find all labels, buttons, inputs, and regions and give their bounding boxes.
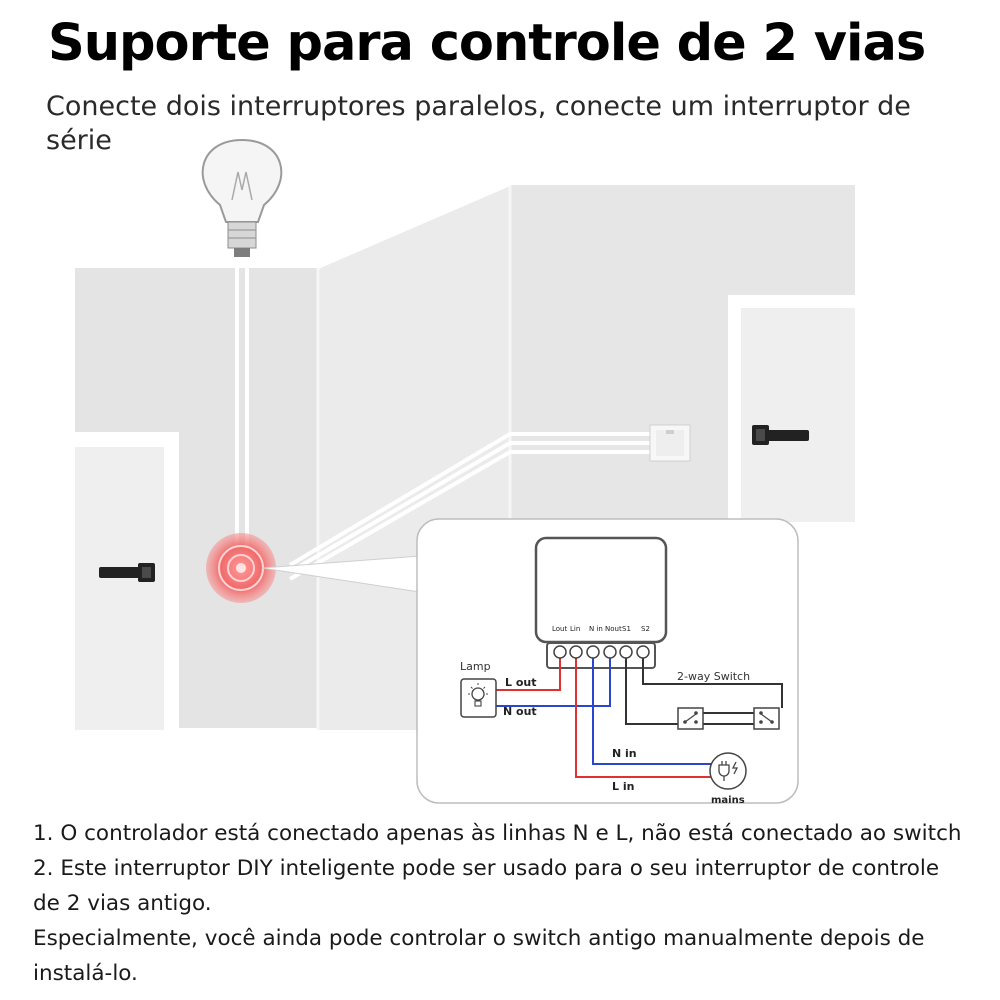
left-door [75,432,179,730]
right-door [728,295,855,522]
notes-list [33,816,993,991]
l-out-label: L out [505,676,537,689]
mains-label: mains [711,795,745,806]
mains-plug-icon [710,753,746,789]
terminal-label-nout: Nout [605,625,622,633]
terminal-label-nin: N in [589,625,603,633]
two-way-switch-icon-left [678,708,703,729]
n-out-label: N out [503,705,537,718]
terminal-label-s1: S1 [622,625,631,633]
page-title: Suporte para controle de 2 vias [48,14,926,73]
terminal-label-lin: Lin [570,625,581,633]
n-in-label: N in [612,747,637,760]
wiring-detail-panel [417,519,798,806]
two-way-switch-icon-right [754,708,779,729]
note-line-3: de 2 vias antigo. [33,891,212,916]
lamp-label: Lamp [460,660,491,673]
terminal-label-s2: S2 [641,625,650,633]
page-subtitle: Conecte dois interruptores paralelos, conecte um interruptor de série [46,91,911,156]
l-in-label: L in [612,780,635,793]
note-line-5: instalá-lo. [33,961,138,986]
note-line-4: Especialmente, você ainda pode controlar o switch antigo manualmente depois de [33,926,925,951]
note-line-2: 2. Este interruptor DIY inteligente pode ser usado para o seu interruptor de controle [33,856,940,881]
two-way-switch-label: 2-way Switch [677,670,751,683]
lamp-icon [461,679,496,717]
wall-switch [650,425,690,461]
light-bulb-icon [203,140,282,257]
note-line-1: 1. O controlador está conectado apenas às linhas N e L, não está conectado ao switch [33,821,962,846]
terminal-label-lout: Lout [552,625,568,633]
